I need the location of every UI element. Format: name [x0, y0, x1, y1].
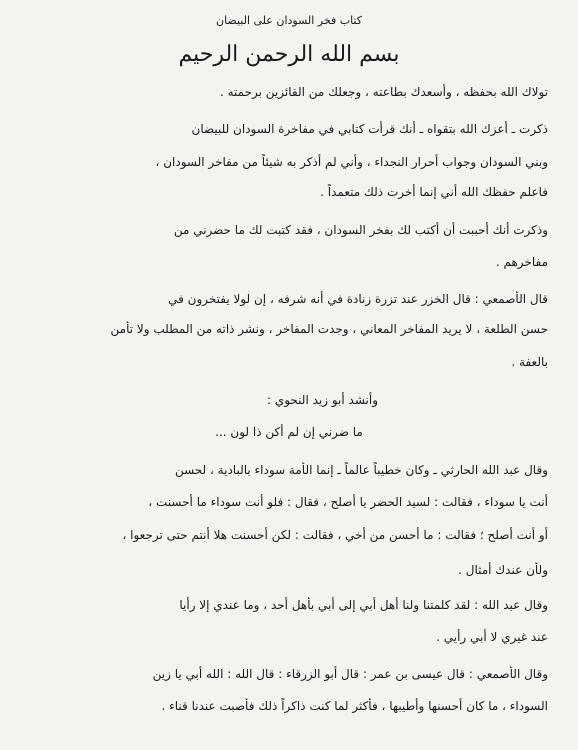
- text-line: وذكرت أنك أحببت أن أكتب لك بفخر السودان ، فقد كتبت لك ما حضرني من: [173, 223, 548, 237]
- text-line: قال الأصمعي : قال الخزر عند تزرة زنادة في أنه شرفه ، إن لولا يفتخرون في: [168, 292, 548, 306]
- text-line: وقال عبد الله : لقد كلمتنا ولنا أهل أبي إلى أبي بأهل أحد ، وما عندي إلا رأيا: [179, 598, 548, 612]
- document-title: كتاب فخر السودان على البيضان: [215, 14, 362, 27]
- text-line: أو أنت أصلح ؛ فقالت : ما أحسن من أخي ، فقالت : لكن أحسنت هلا أنتم حتى ترجعوا ،: [122, 528, 548, 542]
- text-line: تولاك الله بحفظه ، وأسعدك بطاعته ، وجعلك من الفائزين برحمته .: [219, 85, 548, 99]
- text-line: ولأن عندك أمثال .: [458, 563, 548, 577]
- text-line: عند غيري لا أبي رأيي .: [436, 630, 548, 644]
- text-line: السوداء ، ما كان أحسنها وأطيبها ، فأكثر لما كنت ذاكراً ذلك فأصبت عندنا قناء .: [161, 699, 548, 713]
- text-line: فاعلم حفظك الله أني إنما أخرت ذلك متعمداً .: [320, 185, 548, 199]
- text-line: وقال الأصمعي : قال عيسى بن عمر : قال أبو الزرقاء : قال الله : الله أبي يا زين: [152, 667, 548, 681]
- text-line: وأنشد أبو زيد النحوي :: [266, 393, 378, 407]
- text-line: مفاخرهم .: [495, 255, 548, 269]
- text-line: وبني السودان وجواب أحرار النجداء ، وأني لم أذكر به شيئاً من مفاخر السودان ،: [155, 155, 548, 169]
- text-line: حسن الطلعة ، لا يريد المفاخر المعاني ، وجدت المفاخر ، ونشر ذاته من المطلب ولا تأمن: [110, 322, 548, 336]
- verse-line: ما ضرني إن لم أكن ذا لون ...: [215, 425, 363, 439]
- text-line: وقال عبد الله الحارثي ـ وكان خطيباً عالماً ـ إنما الأمة سوداء بالبادية ، لحسن: [174, 463, 548, 477]
- text-line: بالعفة .: [511, 355, 548, 369]
- text-line: أنت يا سوداء ، فقالت : لسيد الحضر يا أصلح ، فقال : فلو أنت سوداء ما أحسنت ،: [148, 495, 548, 509]
- basmala-heading: بسم الله الرحمن الرحيم: [178, 42, 400, 67]
- text-line: ذكرت ـ أعزك الله بتقواه ـ أنك قرأت كتابي في مفاخرة السودان للبيضان: [191, 122, 548, 136]
